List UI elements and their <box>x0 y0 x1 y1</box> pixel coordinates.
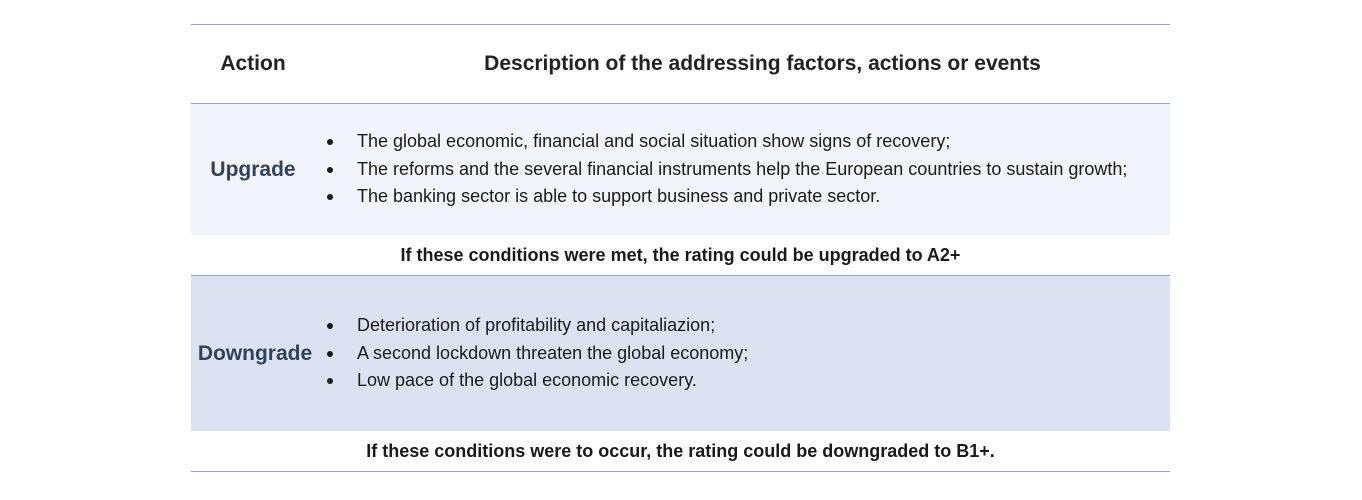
upgrade-list <box>191 128 1170 211</box>
header-action: Action <box>220 52 286 75</box>
upgrade-condition: If these conditions were met, the rating could be upgraded to A2+ <box>400 245 961 265</box>
list-item: The global economic, financial and social situation show signs of recovery; <box>357 128 1170 156</box>
downgrade-row <box>191 276 1170 431</box>
upgrade-label: Upgrade <box>210 157 296 181</box>
list-item: The reforms and the several financial instruments help the European countries to sustain growth; <box>357 156 1170 184</box>
downgrade-label: Downgrade <box>197 341 313 365</box>
list-item: A second lockdown threaten the global economy; <box>357 340 1170 368</box>
downgrade-description <box>319 312 1170 395</box>
upgrade-row <box>191 104 1170 235</box>
list-item: Deterioration of profitability and capitaliazion; <box>357 312 1170 340</box>
header-description: Description of the addressing factors, actions or events <box>484 52 1041 75</box>
list-item: The banking sector is able to support business and private sector. <box>357 183 1170 211</box>
downgrade-condition: If these conditions were to occur, the rating could be downgraded to B1+. <box>366 441 995 461</box>
table-header <box>191 25 1170 103</box>
rating-outlook-table <box>191 24 1170 472</box>
list-item: Low pace of the global economic recovery. <box>357 367 1170 395</box>
upgrade-description <box>315 128 1170 211</box>
bottom-rule <box>191 471 1170 472</box>
downgrade-list <box>191 312 1170 395</box>
